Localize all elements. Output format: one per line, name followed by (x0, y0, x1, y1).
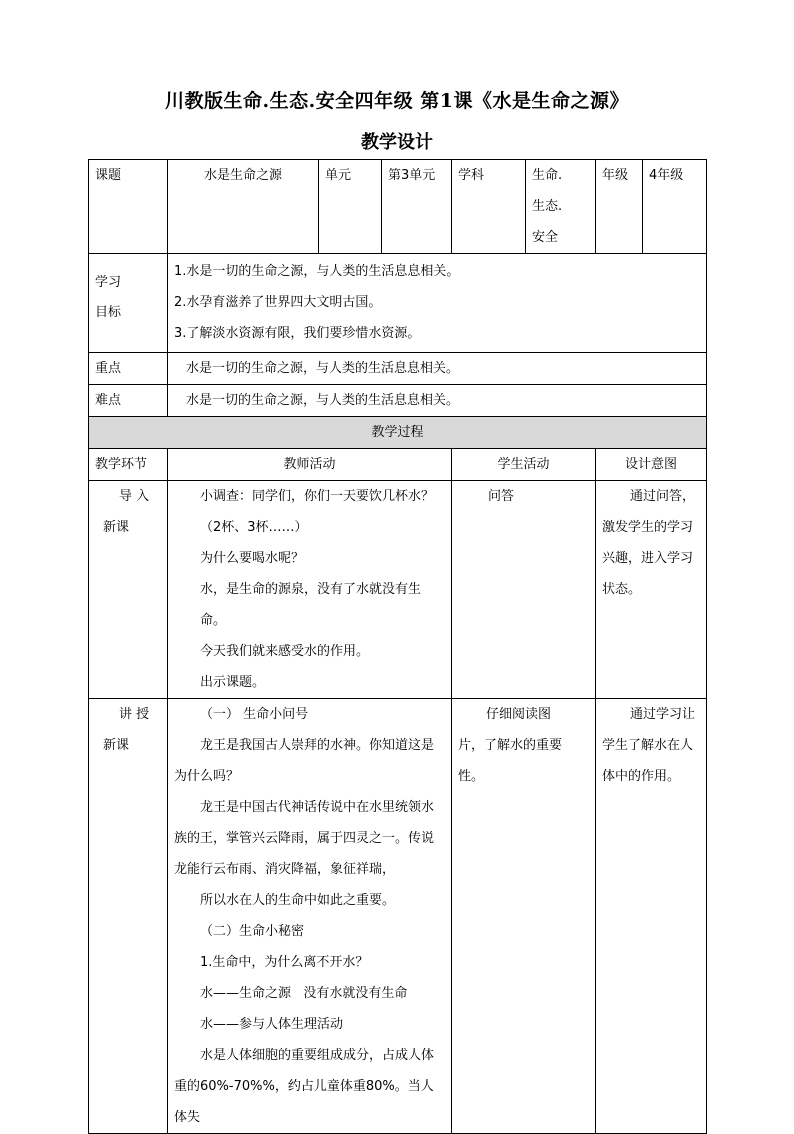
unit-label: 单元 (319, 160, 382, 254)
teacher-line: 族的王，掌管兴云降雨，属于四灵之一。传说 (174, 831, 435, 846)
intent-line: 体中的作用。 (602, 769, 681, 784)
col-stage: 教学环节 (89, 449, 168, 481)
key-point-label: 重点 (89, 353, 168, 385)
student-line: 片，了解水的重要 (458, 738, 563, 753)
col-teacher: 教师活动 (168, 449, 452, 481)
teacher-line: （一） 生命小问号 (200, 707, 309, 722)
col-student: 学生活动 (452, 449, 596, 481)
intent-line: 激发学生的学习 (602, 520, 694, 535)
goal-item: 2.水孕育滋养了世界四大文明古国。 (174, 295, 382, 310)
teacher-line: 为什么吗？ (174, 769, 240, 784)
intro-teacher-activity (168, 481, 452, 699)
stage-line: 新课 (103, 738, 130, 753)
info-row (89, 160, 707, 254)
intro-row (89, 481, 707, 699)
intro-stage (89, 481, 168, 699)
teacher-line: 1.生命中，为什么离不开水？ (200, 955, 369, 970)
intent-line: 通过学习让 (630, 707, 696, 722)
teacher-line: 重的60%-70%%，约占儿童体重80%。当人体失 (174, 1079, 434, 1125)
unit-value: 第3单元 (382, 160, 452, 254)
col-intent: 设计意图 (596, 449, 707, 481)
stage-line: 新课 (103, 520, 130, 535)
student-line: 仔细阅读图 (486, 707, 552, 722)
teacher-line: 水是人体细胞的重要组成成分，占成人体 (200, 1048, 435, 1063)
intent-line: 学生了解水在人 (602, 738, 694, 753)
subject-label: 学科 (452, 160, 526, 254)
intent-line: 状态。 (602, 582, 642, 597)
stage-line: 讲 授 (119, 707, 150, 722)
column-header-row (89, 449, 707, 481)
goal-item: 1.水是一切的生命之源，与人类的生活息息相关。 (174, 264, 460, 279)
process-header: 教学过程 (89, 417, 707, 449)
key-point-row (89, 353, 707, 385)
teacher-line: 龙王是中国古代神话传说中在水里统领水 (200, 800, 435, 815)
intent-line: 通过问答， (630, 489, 696, 504)
teacher-line: （二）生命小秘密 (200, 924, 305, 939)
teacher-line: 龙王是我国古人崇拜的水神。你知道这是 (200, 738, 435, 753)
document-subtitle: 教学设计 (361, 132, 433, 153)
goals-label-line: 学习 (95, 275, 122, 290)
document-title: 川教版生命.生态.安全四年级 第1课《水是生命之源》 (164, 90, 630, 112)
goals-label-line: 目标 (95, 305, 122, 320)
goals-label (89, 254, 168, 353)
teach-intent (596, 699, 707, 1134)
goals-content (168, 254, 707, 353)
teacher-line: 水——参与人体生理活动 (200, 1017, 344, 1032)
intro-intent (596, 481, 707, 699)
teacher-line: 所以水在人的生命中如此之重要。 (200, 893, 396, 908)
topic-value: 水是生命之源 (168, 160, 319, 254)
goal-item: 3.了解淡水资源有限，我们要珍惜水资源。 (174, 326, 421, 341)
teacher-line: 龙能行云布雨、消灾降福，象征祥瑞， (174, 862, 396, 877)
teacher-line: 水——生命之源 没有水就没有生命 (200, 986, 408, 1001)
stage-line: 导 入 (119, 489, 150, 504)
teach-teacher-activity (168, 699, 452, 1134)
teacher-line: 今天我们就来感受水的作用。 (200, 644, 370, 659)
difficulty-value: 水是一切的生命之源，与人类的生活息息相关。 (168, 385, 707, 417)
process-header-row (89, 417, 707, 449)
grade-value: 4年级 (643, 160, 707, 254)
difficulty-label: 难点 (89, 385, 168, 417)
teacher-line: 出示课题。 (200, 675, 266, 690)
difficulty-row (89, 385, 707, 417)
student-line: 性。 (458, 769, 485, 784)
teacher-line: （2杯、3杯……） (200, 520, 308, 535)
lesson-plan-table (88, 159, 707, 1134)
grade-label: 年级 (596, 160, 643, 254)
intro-student-activity: 问答 (452, 481, 596, 699)
teach-student-activity (452, 699, 596, 1134)
teach-row (89, 699, 707, 1134)
topic-label: 课题 (89, 160, 168, 254)
goals-row (89, 254, 707, 353)
subject-value: 生命.生态.安全 (526, 160, 596, 254)
intent-line: 兴趣，进入学习 (602, 551, 694, 566)
key-point-value: 水是一切的生命之源，与人类的生活息息相关。 (168, 353, 707, 385)
teacher-line: 水，是生命的源泉，没有了水就没有生命。 (200, 582, 422, 628)
teacher-line: 为什么要喝水呢？ (200, 551, 305, 566)
teacher-line: 小调查：同学们，你们一天要饮几杯水？ (200, 489, 435, 504)
teach-stage (89, 699, 168, 1134)
